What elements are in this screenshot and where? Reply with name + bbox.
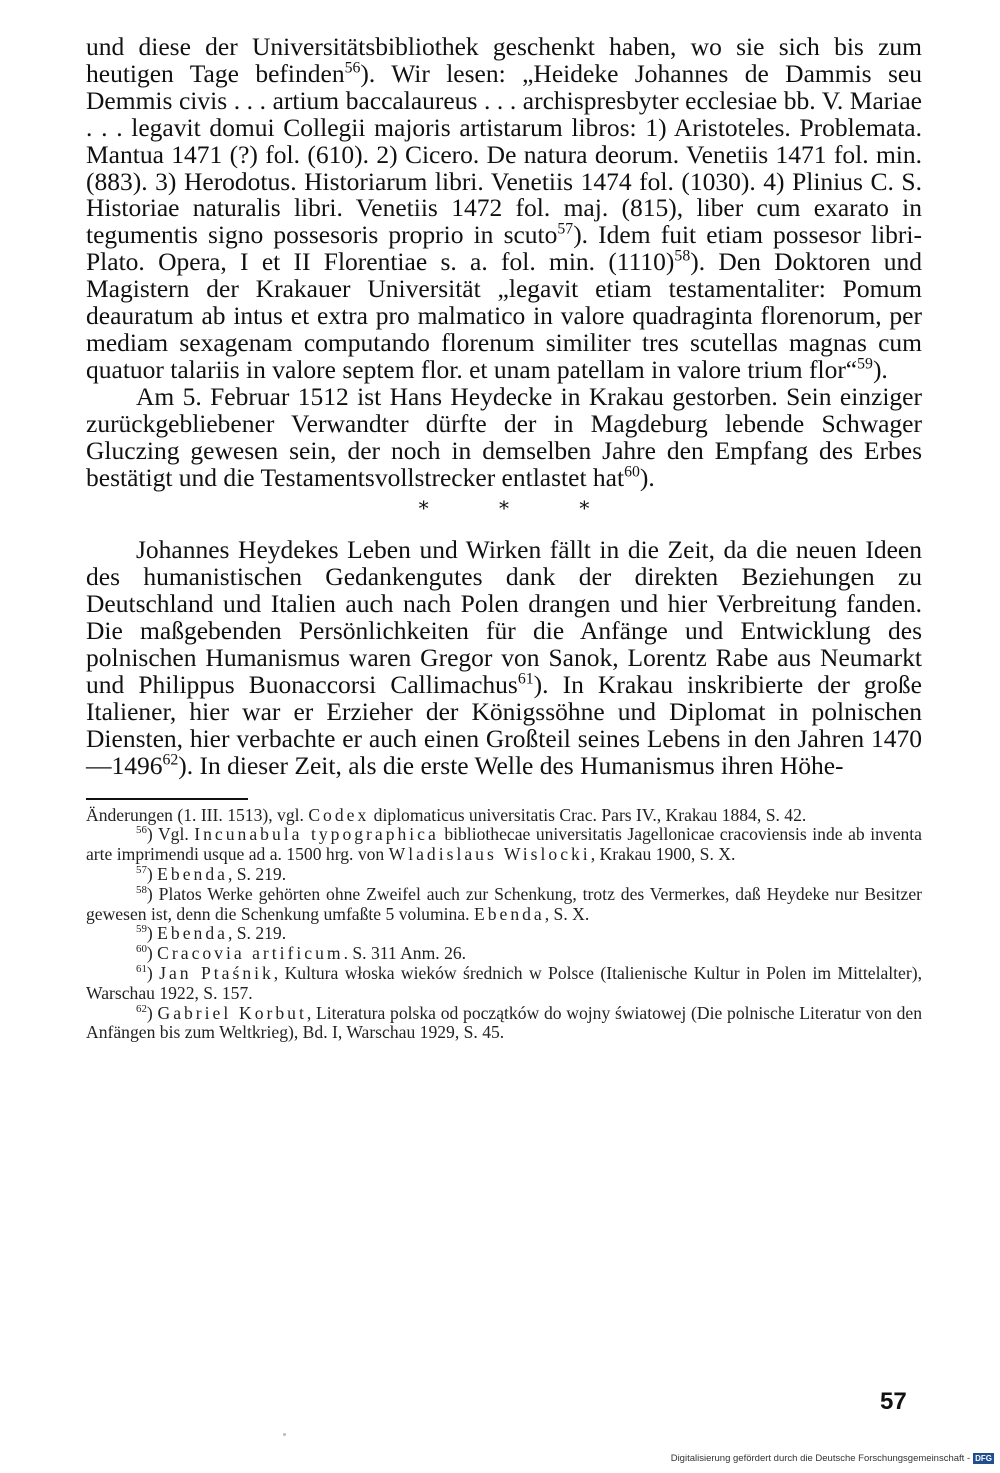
footnotes <box>86 806 922 1044</box>
spaced-name: Cracovia artificum <box>157 943 344 964</box>
dfg-logo: DFG <box>975 1454 992 1463</box>
digitization-footer <box>671 1453 994 1464</box>
footnote-ref: 62 <box>136 1002 147 1015</box>
footnote-ref: 60 <box>136 943 147 956</box>
spaced-name: Wladislaus Wislocki <box>388 844 591 865</box>
footnote-ref: 61 <box>136 963 147 976</box>
text-run: Johannes Heydekes Leben und Wirken fällt in die Zeit, da die neuen Ideen des humanistischen Gedankengutes dank der direkten Beziehungen zu Deutschland und Italien auch nach Polen drangen und hier Verbreitung fanden. Die maßgebenden Persönlichkeiten für die Anfänge und Entwicklung des polnischen Humanismus waren Gregor von Sanok, Lorentz Rabe aus Neumarkt und Philippus Buonaccorsi Callimachus <box>86 535 922 699</box>
text-run: ). <box>639 462 655 492</box>
footnote-ref: 60 <box>624 463 640 480</box>
text-run: , Krakau 1900, S. X. <box>590 844 736 865</box>
footnote <box>86 865 922 885</box>
footnote-ref: 57 <box>136 864 147 877</box>
text-run: ) <box>146 1002 158 1023</box>
spaced-name: Incunabula typographica <box>194 824 439 845</box>
page-body <box>86 34 922 1043</box>
footnote <box>86 806 922 826</box>
text-run: , Kultura włoska wieków średnich w Polsce (Italienische Kultur in Polen im Mittelalter), Warschau 1922, S. 157. <box>86 962 922 1003</box>
footnote <box>86 944 922 964</box>
footnote <box>86 1004 922 1044</box>
footnote-ref: 59 <box>857 355 873 373</box>
text-run: , S. 219. <box>227 863 287 884</box>
footnote-ref: 56 <box>344 59 361 77</box>
footnote-ref: 59 <box>136 923 147 936</box>
text-run: ). In dieser Zeit, als die erste Welle des Humanismus ihren Höhe- <box>178 750 844 780</box>
footnote-ref: 57 <box>557 220 574 238</box>
spaced-name: Ebenda <box>157 923 228 944</box>
text-run: ) <box>146 943 158 964</box>
text-run: , S. X. <box>544 903 590 924</box>
footnote-ref: 58 <box>136 883 147 896</box>
footnote-ref: 61 <box>517 670 534 688</box>
spaced-name: Jan Ptaśnik <box>159 962 274 983</box>
paragraph <box>86 381 922 492</box>
text-run: ) <box>146 923 158 944</box>
text-run: ) <box>146 863 158 884</box>
spaced-name: Ebenda <box>473 903 545 924</box>
text-run: diplomaticus universitatis Crac. Pars IV., Krakau 1884, S. 42. <box>369 804 807 825</box>
text-run: ). In Krakau inskribierte der große Italiener, hier war er Erzieher der Königssöhne und Diplomat in polnischen Diensten, hier verbachte er auch einen Großteil seines Lebens in den Jahren 1470—1496 <box>86 669 922 780</box>
footnote <box>86 825 922 865</box>
text-run: , Literatura polska od początków do wojny światowej (Die polnische Literatur von den Anfängen bis zum Weltkrieg), Bd. I, Warschau 1929, S. 45. <box>86 1002 922 1043</box>
text-run: ) Platos Werke gehörten ohne Zweifel auch zur Schenkung, trotz des Vermerkes, daß Heydeke nur Besitzer gewesen ist, denn die Schenkung umfaßte 5 volumina. <box>86 883 922 924</box>
footnote-ref: 56 <box>136 824 147 837</box>
main-text-continued <box>86 537 922 779</box>
footnote <box>86 964 922 1004</box>
page-number: 57 <box>880 1388 907 1415</box>
footnote <box>86 924 922 944</box>
footnote-ref: 62 <box>162 751 179 769</box>
paragraph <box>86 537 922 779</box>
spaced-name: Codex <box>308 804 370 825</box>
text-run: ). Idem fuit etiam possesor libri-Plato. Opera, I et II Florentiae s. a. fol. min. (1110) <box>86 220 922 277</box>
text-run: , S. 219. <box>227 923 287 944</box>
text-run: ). Wir lesen: „Heideke Johannes de Dammis seu Demmis civis . . . artium baccalaureus . . . archispresbyter ecclesiae bb. V. Mariae . . . legavit domui Collegii majoris artistarum libros: 1) Aristoteles. Problemata. Mantua 1471 (?) fol. (610). 2) Cicero. De natura deorum. Venetiis 1471 fol. min. (883). 3) Herodotus. Historiarum libri. Venetiis 1474 fol. (1030). 4) Plinius C. S. Historiae naturalis libri. Venetiis 1472 fol. maj. (815), liber cum exarato in tegumentis signo possesoris proprio in scuto <box>86 58 922 250</box>
text-run: . S. 311 Anm. 26. <box>343 943 467 964</box>
text-run: ) Vgl. <box>146 824 195 845</box>
text-run: ). <box>872 354 888 384</box>
spaced-name: Ebenda <box>157 863 228 884</box>
text-run: ) <box>146 962 160 983</box>
footnote <box>86 885 922 925</box>
text-run: und diese der Universitätsbibliothek geschenkt haben, wo sie sich bis zum heutigen Tage befinden <box>86 32 922 88</box>
text-run: Änderungen (1. III. 1513), vgl. <box>86 804 309 825</box>
text-run: Am 5. Februar 1512 ist Hans Heydecke in Krakau gestorben. Sein einziger zurückgebliebener Verwandter dürfte der in Magdeburg lebende Schwager Gluczing gewesen sein, der noch in demselben Jahre den Empfang des Erbes bestätigt und die Testamentsvollstrecker entlastet hat <box>86 381 922 492</box>
section-separator: * * * <box>418 496 622 521</box>
text-run: ). Den Doktoren und Magistern der Krakauer Universität „legavit etiam testamentaliter: Pomum deauratum ab intus et extra pro malmatico in valore quadraginta florenorum, per mediam sexagenam computando florenum similiter tres scutellas magnas cum quatuor talariis in valore septem flor. et unam patellam in valore trium flor“ <box>86 247 922 384</box>
spaced-name: Gabriel Korbut <box>157 1002 307 1023</box>
footnote-ref: 58 <box>674 247 691 265</box>
main-text <box>86 34 922 491</box>
text-run: bibliothecae universitatis Jagellonicae cracoviensis inde ab inventa arte imprimendi usque ad a. 1500 hrg. von <box>86 824 922 865</box>
footer-text: Digitalisierung gefördert durch die Deutsche Forschungsgemeinschaft - <box>670 1453 971 1464</box>
footnote-rule <box>86 798 248 800</box>
paragraph <box>86 34 922 384</box>
